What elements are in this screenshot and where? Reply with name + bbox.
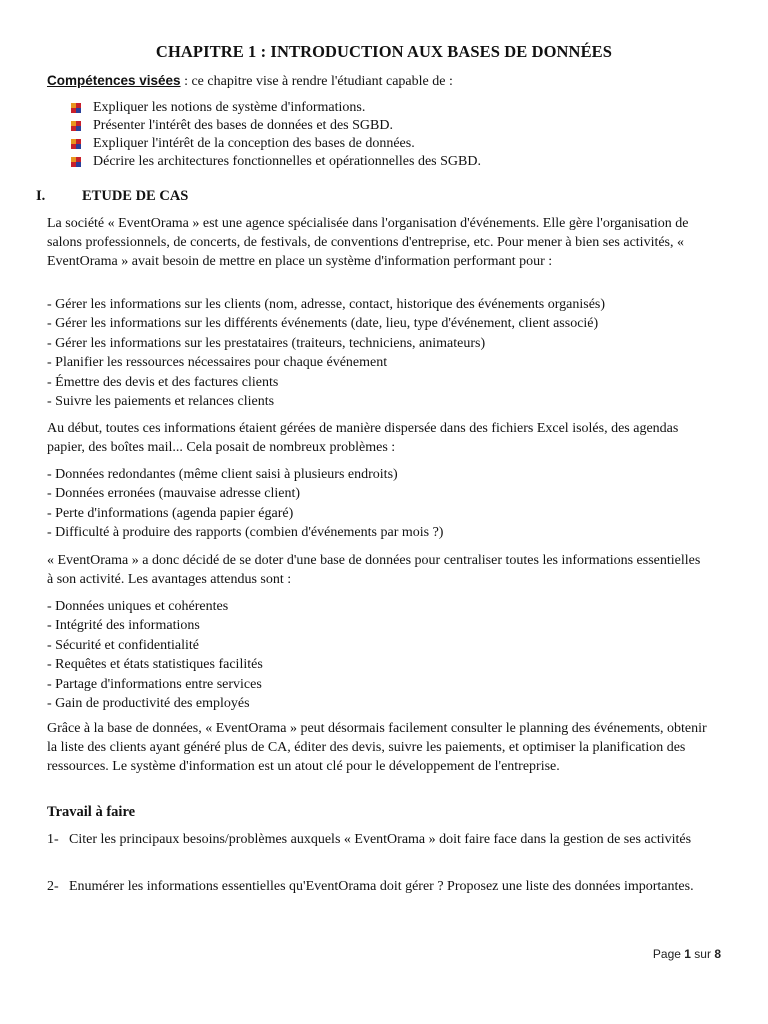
list-item: - Intégrité des informations [47,618,200,634]
colored-square-bullet-icon [70,138,82,150]
colored-square-bullet-icon [70,120,82,132]
list-item: - Gain de productivité des employés [47,696,250,712]
benefits-intro-paragraph: « EventOrama » a donc décidé de se doter d'une base de données pour centraliser toutes les informations essentielles à son activité. Les avantages attendus sont : [47,553,701,588]
list-item: - Données uniques et cohérentes [47,599,229,614]
list-item: - Émettre des devis et des factures clients [47,374,279,390]
list-item: - Gérer les informations sur les clients (nom, adresse, contact, historique des événements organisés) [47,297,606,312]
competences-list [70,99,481,171]
chapter-title: CHAPITRE 1 : INTRODUCTION AUX BASES DE DONNÉES [155,42,613,61]
section-heading [36,188,188,205]
page-number: Page 1 sur 8 [652,947,721,961]
task-text: Citer les principaux besoins/problèmes auxquels « EventOrama » doit faire face dans la gestion de ses activités [69,832,692,847]
list-item: - Suivre les paiements et relances clients [47,394,275,410]
list-item: - Gérer les informations sur les différents événements (date, lieu, type d'événement, client associé) [47,316,599,332]
competences-text: : ce chapitre vise à rendre l'étudiant capable de : [180,74,453,89]
list-item: - Planifier les ressources nécessaires pour chaque événement [47,355,388,371]
list-item: - Sécurité et confidentialité [47,637,199,653]
task-item [47,830,707,849]
list-item: - Requêtes et états statistiques facilités [47,657,263,673]
competence-item: Décrire les architectures fonctionnelles et opérationnelles des SGBD. [70,153,481,171]
competence-item: Expliquer les notions de système d'informations. [70,99,481,117]
task-text: Enumérer les informations essentielles qu'EventOrama doit gérer ? Proposez une liste des données importantes. [69,879,694,894]
list-item: - Gérer les informations sur les prestataires (traiteurs, techniciens, animateurs) [47,335,486,351]
colored-square-bullet-icon [70,156,82,168]
competences-line [47,73,453,90]
competence-item: Expliquer l'intérêt de la conception des bases de données. [70,135,481,153]
list-item: - Données redondantes (même client saisi à plusieurs endroits) [47,467,398,482]
section-number: I. [36,188,46,204]
needs-list [47,295,707,411]
competences-label: Compétences visées [47,73,181,88]
colored-square-bullet-icon [70,102,82,114]
work-title: Travail à faire [47,804,136,820]
list-item: - Partage d'informations entre services [47,676,262,692]
benefits-list [47,597,707,713]
problems-intro-paragraph: Au début, toutes ces informations étaient gérées de manière dispersée dans des fichiers Excel isolés, des agendas papier, des boîtes mail... Cela posait de nombreux problèmes : [47,421,679,456]
task-number: 1- [47,832,59,847]
task-number: 2- [47,879,59,894]
intro-paragraph: La société « EventOrama » est une agence spécialisée dans l'organisation d'événements. Elle gère l'organisation de salons professionnels, de concerts, de festivals, de conventions d'entreprise, etc. Pour mener à bien ses activités, « EventOrama » avait besoin de mettre en place un système d'information performant pour : [47,216,689,270]
list-item: - Données erronées (mauvaise adresse client) [47,486,301,502]
problems-list [47,465,707,543]
conclusion-paragraph: Grâce à la base de données, « EventOrama » peut désormais facilement consulter le planning des événements, obtenir la liste des clients ayant généré plus de CA, éditer des devis, suivre les paiements, et optimiser la planification des ressources. Le système d'information est un atout clé pour le développement de l'entreprise. [47,721,707,775]
competence-item: Présenter l'intérêt des bases de données et des SGBD. [70,117,481,135]
task-item [47,877,707,896]
list-item: - Difficulté à produire des rapports (combien d'événements par mois ?) [47,525,444,541]
list-item: - Perte d'informations (agenda papier égaré) [47,505,294,521]
section-title: ETUDE DE CAS [82,188,189,204]
